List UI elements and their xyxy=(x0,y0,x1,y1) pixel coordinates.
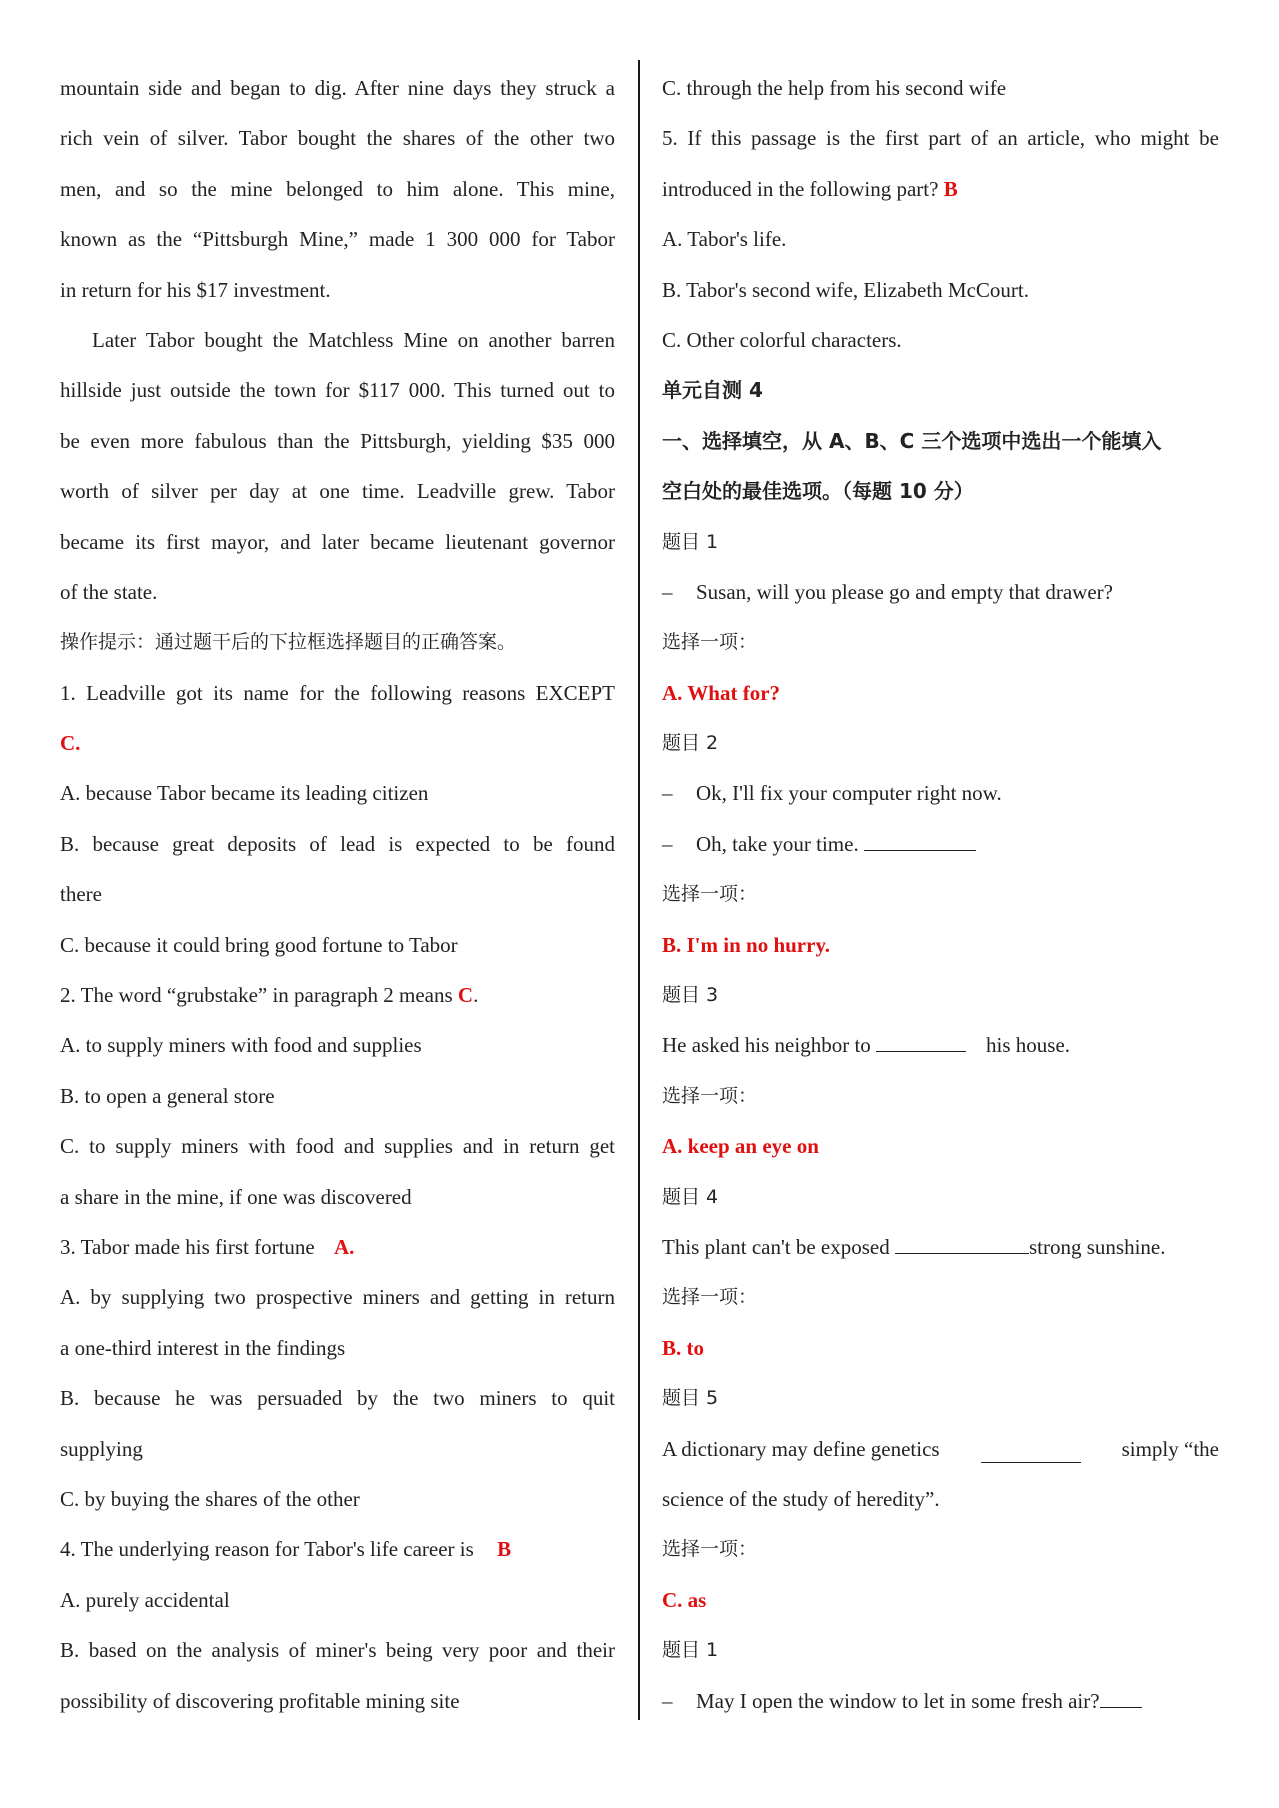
dialog-text: Susan, will you please go and empty that drawer? xyxy=(696,579,1113,604)
dialog-text: May I open the window to let in some fresh air? xyxy=(696,1688,1100,1713)
sentence-text: strong sunshine. xyxy=(1028,1234,1166,1259)
dialog-line xyxy=(662,567,1219,617)
sentence-text: He asked his neighbor to xyxy=(662,1033,871,1058)
question-3-line xyxy=(60,1222,615,1272)
instruction-text: 操作提示：通过题干后的下拉框选择题目的正确答案。 xyxy=(60,631,517,654)
question-2-option-c: C. to supply miners with food and supplies and in return get xyxy=(60,1134,615,1159)
answer-blank xyxy=(876,1033,966,1052)
right-column xyxy=(662,63,1219,1726)
item-5-answer[interactable]: C. as xyxy=(662,1587,707,1612)
answer-blank xyxy=(981,1444,1081,1463)
dialog-line xyxy=(662,768,1219,818)
passage-line: rich vein of silver. Tabor bought the shares of the other two xyxy=(60,126,615,151)
question-1-option-b: B. because great deposits of lead is expected to be found xyxy=(60,831,615,856)
item-label: 题目 4 xyxy=(662,1185,719,1208)
question-4-line xyxy=(60,1524,615,1574)
choose-label: 选择一项： xyxy=(662,1084,758,1107)
question-3-answer[interactable]: A. xyxy=(334,1234,355,1259)
passage-line: be even more fabulous than the Pittsburgh, yielding $35 000 xyxy=(60,428,615,453)
question-3-stem: 3. Tabor made his first fortune xyxy=(60,1234,315,1259)
question-3-option-c: C. by buying the shares of the other xyxy=(60,1486,360,1511)
question-1-answer[interactable]: C. xyxy=(60,731,81,756)
dash-mark: – xyxy=(662,579,673,604)
question-2-option-a: A. to supply miners with food and supplies xyxy=(60,1033,422,1058)
dash-mark: – xyxy=(662,781,673,806)
sentence-line xyxy=(662,1222,1219,1272)
sentence-text: A dictionary may define genetics xyxy=(662,1436,940,1461)
question-2-option-b: B. to open a general store xyxy=(60,1083,275,1108)
sentence-line xyxy=(662,1424,1219,1474)
sentence-line-cont: science of the study of heredity”. xyxy=(662,1486,940,1511)
item-2-answer[interactable]: B. I'm in no hurry. xyxy=(662,932,831,957)
choose-label: 选择一项： xyxy=(662,883,758,906)
answer-blank xyxy=(895,1235,1029,1254)
dash-mark: – xyxy=(662,1688,673,1713)
sentence-line xyxy=(662,1020,1219,1070)
question-4-answer[interactable]: B xyxy=(497,1537,512,1562)
question-4-stem: 4. The underlying reason for Tabor's life career is xyxy=(60,1537,474,1562)
question-1-stem: 1. Leadville got its name for the following reasons EXCEPT xyxy=(60,680,615,705)
passage-line: hillside just outside the town for $117 000. This turned out to xyxy=(60,378,615,403)
passage-line: of the state. xyxy=(60,579,158,604)
question-5-answer[interactable]: B xyxy=(943,176,958,201)
item-4-answer[interactable]: B. to xyxy=(662,1335,704,1360)
dash-mark: – xyxy=(662,831,673,856)
question-3-option-a-cont: a one-third interest in the findings xyxy=(60,1335,346,1360)
question-2-line xyxy=(60,970,615,1020)
question-1-option-b-cont: there xyxy=(60,882,102,907)
choose-label: 选择一项： xyxy=(662,1286,758,1309)
question-2-period: . xyxy=(473,983,479,1008)
question-5-line xyxy=(662,164,1219,214)
question-4-option-c: C. through the help from his second wife xyxy=(662,76,1007,100)
item-label: 题目 5 xyxy=(662,1387,719,1410)
question-1-option-c: C. because it could bring good fortune to Tabor xyxy=(60,932,458,957)
item-label: 题目 2 xyxy=(662,732,719,755)
left-column xyxy=(60,63,615,1726)
answer-blank xyxy=(864,832,976,851)
column-divider xyxy=(638,60,640,1720)
question-4-option-b-cont: possibility of discovering profitable mining site xyxy=(60,1688,460,1713)
item-label: 题目 1 xyxy=(662,1639,719,1662)
passage-line: known as the “Pittsburgh Mine,” made 1 300 000 for Tabor xyxy=(60,227,615,252)
choose-label: 选择一项： xyxy=(662,1538,758,1561)
sentence-text: his house. xyxy=(986,1033,1071,1058)
answer-blank xyxy=(1100,1689,1142,1708)
passage-line: became its first mayor, and later became lieutenant governor xyxy=(60,529,615,554)
passage-line: in return for his $17 investment. xyxy=(60,277,331,302)
question-5-option-b: B. Tabor's second wife, Elizabeth McCourt. xyxy=(662,277,1030,302)
dialog-line xyxy=(662,1676,1219,1726)
passage-line: men, and so the mine belonged to him alone. This mine, xyxy=(60,176,615,201)
dialog-line xyxy=(662,819,1219,869)
section-heading-cont: 空白处的最佳选项。（每题 10 分） xyxy=(662,479,974,504)
question-4-option-b: B. based on the analysis of miner's being very poor and their xyxy=(60,1638,615,1663)
passage-line: Later Tabor bought the Matchless Mine on another barren xyxy=(92,327,615,352)
question-5-option-a: A. Tabor's life. xyxy=(662,227,787,252)
question-3-option-b: B. because he was persuaded by the two miners to quit xyxy=(60,1386,615,1411)
question-4-option-a: A. purely accidental xyxy=(60,1587,230,1612)
item-1-answer[interactable]: A. What for? xyxy=(662,680,781,705)
question-2-stem: 2. The word “grubstake” in paragraph 2 means xyxy=(60,983,453,1008)
question-5-stem-cont: introduced in the following part? xyxy=(662,176,939,201)
question-1-option-a: A. because Tabor became its leading citizen xyxy=(60,781,429,806)
section-heading: 一、选择填空，从 A、B、C 三个选项中选出一个能填入 xyxy=(662,428,1162,453)
item-3-answer[interactable]: A. keep an eye on xyxy=(662,1134,819,1159)
sentence-text: simply “the xyxy=(1121,1436,1219,1461)
passage-line: mountain side and began to dig. After nine days they struck a xyxy=(60,76,615,100)
question-3-option-a: A. by supplying two prospective miners and getting in return xyxy=(60,1285,615,1310)
question-2-answer[interactable]: C xyxy=(457,983,474,1008)
dialog-text: Oh, take your time. xyxy=(696,831,859,856)
unit-title: 单元自测 4 xyxy=(662,378,763,403)
item-label: 题目 1 xyxy=(662,530,719,553)
sentence-text: This plant can't be exposed xyxy=(662,1234,890,1259)
passage-line: worth of silver per day at one time. Leadville grew. Tabor xyxy=(60,479,615,504)
dialog-text: Ok, I'll fix your computer right now. xyxy=(696,781,1002,806)
item-label: 题目 3 xyxy=(662,984,719,1007)
question-5-option-c: C. Other colorful characters. xyxy=(662,327,902,352)
question-2-option-c-cont: a share in the mine, if one was discovered xyxy=(60,1184,412,1209)
question-3-option-b-cont: supplying xyxy=(60,1436,143,1461)
question-5-stem: 5. If this passage is the first part of an article, who might be xyxy=(662,126,1219,151)
choose-label: 选择一项： xyxy=(662,631,758,654)
